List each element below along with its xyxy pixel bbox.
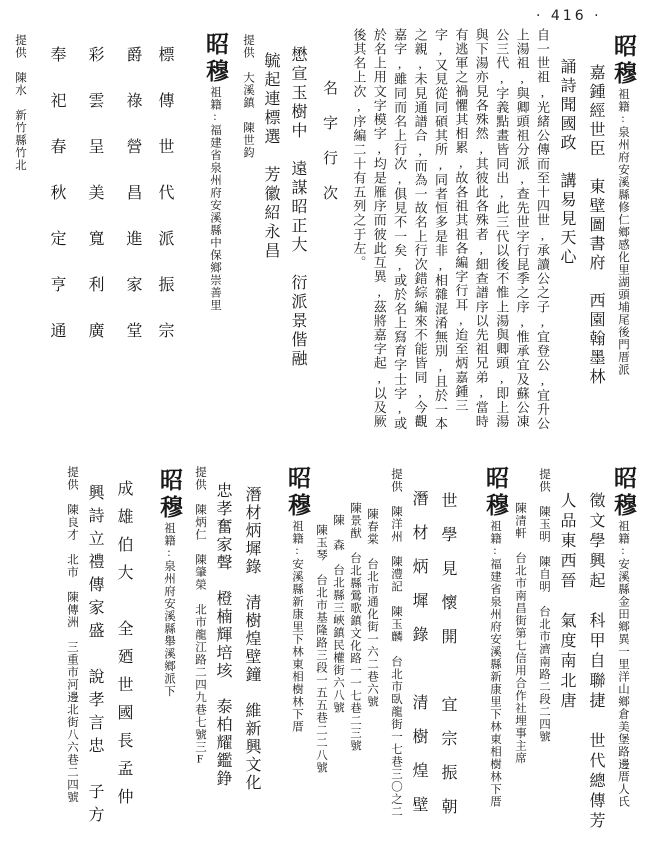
poem-line: 成雄伯大 全廼世國長孟仲 bbox=[115, 480, 132, 816]
provider-line: 陳春棠 台北市通化街一六二巷六號 bbox=[366, 508, 378, 708]
poem-line: 懋宣玉樹中 遠謀昭正大 衍派景偕融 bbox=[288, 46, 306, 369]
provider-line: 提供 陳玉明 陳自明 台北市濟南路二段二四號 bbox=[538, 468, 550, 743]
provider-line: 陳玉琴 台北市基隆路三段一五五巷二二八號 bbox=[315, 524, 327, 774]
provider-line: 提供 陳洋州 陳澧記 陳玉麟 台北市臥龍街一七巷三〇之二 bbox=[390, 468, 402, 818]
zhaomu-title: 昭穆 bbox=[285, 466, 310, 520]
bottom-section bbox=[0, 458, 638, 848]
provider-line: 陳 森 台北縣三峽鎮民權街六八號 bbox=[332, 514, 344, 714]
poem-line: 潛材炳墀錄 清樹煌壁鐘 維新興文化 bbox=[243, 486, 260, 792]
poem-line: 標傳世代派振宗 bbox=[155, 46, 173, 368]
zhaomu-entry-6-heading bbox=[154, 458, 184, 848]
poem-line: 毓起連標選 芳徽紹永昌 bbox=[261, 52, 279, 261]
poem-line: 誦詩聞國政 講易見天心 bbox=[558, 58, 575, 267]
poem-line: 彩雲呈美寬利廣 bbox=[85, 46, 103, 368]
provider-line: 陳清軒 台北市南昌街第七信用合作社埋事主席 bbox=[514, 502, 526, 765]
provider-line: 提供 大溪鎮 陳世鈞 bbox=[241, 34, 254, 159]
page-number: · 416 · bbox=[536, 8, 602, 24]
zhaomu-entry-1-heading bbox=[608, 28, 638, 448]
provider-line: 提供 陳良才 北市 陳傳洲 三重市河邊北街八六巷二四號 bbox=[66, 466, 78, 804]
zhaomu-entry-5-heading bbox=[282, 458, 312, 848]
poem-line: 人品東西晉 氣度南北唐 bbox=[558, 492, 575, 712]
zhaomu-entry-2-heading bbox=[200, 28, 230, 448]
poem-line: 世學見懷開 宜宗振朝 bbox=[439, 492, 456, 832]
poem-line: 奉祀春秋定亨通 bbox=[47, 46, 65, 368]
provider-line: 提供 陳炳仁 陳肇榮 北市龍江路二四九巷七號三F bbox=[194, 466, 206, 767]
ancestral-origin: 祖籍:安溪縣金田鄉異一里洋山鄉倉美堡路邊厝人氏 bbox=[617, 520, 629, 808]
zhaomu-title: 昭穆 bbox=[611, 34, 636, 88]
ancestral-origin: 祖籍:泉州府安溪縣舉溪鄉派下 bbox=[163, 522, 175, 698]
poem-line: 爵祿營昌進家堂 bbox=[123, 46, 141, 368]
name-order-header: 名字行次 bbox=[320, 80, 337, 220]
ancestral-origin: 祖籍:安溪縣新康里下林東相樹林下厝 bbox=[291, 520, 303, 733]
ancestral-origin: 祖籍:福建省泉州府安溪縣新康里下林東相樹林下厝 bbox=[489, 520, 501, 808]
ancestral-origin: 祖籍:泉州府安溪縣修仁鄉感化里湖頭埔尾後門厝派 bbox=[617, 88, 629, 376]
zhaomu-title: 昭穆 bbox=[611, 466, 636, 520]
poem-line: 忠孝奮家聲 橙楠輝培垓 泰柏耀鑑錚 bbox=[214, 482, 231, 788]
zhaomu-title: 昭穆 bbox=[157, 468, 182, 522]
zhaomu-entry-4-heading bbox=[480, 458, 510, 848]
poem-line: 嘉鍾經世臣 東壁圖書府 西園翰墨林 bbox=[587, 64, 604, 387]
poem-line: 興詩立禮傳家盛 說孝言忠 子方 bbox=[86, 484, 103, 829]
zhaomu-entry-3-heading bbox=[608, 458, 638, 848]
lineage-explanation-paragraph: 自一世祖,光緒公傳而至十四世,承讀公之子,宜登公,宜升公上湯祖,與卿頭祖分派,查先世字行昆季之序,惟承宜及蘇公凍公三代,字義點畫皆同出,此三代以後不惟上湯與卿頭,即上湯與下湯亦見各殊然,其彼此各殊者,細查譜序以先祖兄弟,當時有逃軍之禍懼其相累,故各祖其祖各編字行耳,迨至炳嘉鍾三字,又見從同碩其所,同者恒多是非,相雜混淆無別,且於一本之親,未見通譜合,而為一故名上行次錯綜編來不能皆同,今觀嘉字,雖同而名上行次,俱見不一矣,或於名上寫育字士字,或於名上用文字模字,均是雁序而彼此互異,茲將嘉字起,以及厥後其名上次,序編二十有五列之于左。 bbox=[351, 28, 550, 431]
provider-line: 提供 陳水 新竹縣竹北 bbox=[13, 34, 26, 172]
poem-line: 徵文學興起 科甲自聯捷 世代總傳芳 bbox=[587, 492, 604, 832]
zhaomu-title: 昭穆 bbox=[483, 466, 508, 520]
top-section bbox=[0, 28, 638, 448]
zhaomu-title: 昭穆 bbox=[202, 32, 228, 86]
ancestral-origin: 祖籍:福建省泉州府安溪縣中保鄉崇善里 bbox=[208, 86, 221, 312]
provider-line: 陳景猷 台北縣鶯歌鎮文化路一一七巷二三號 bbox=[349, 502, 361, 752]
poem-line: 潛材炳墀錄 清樹煌壁 bbox=[410, 490, 427, 830]
